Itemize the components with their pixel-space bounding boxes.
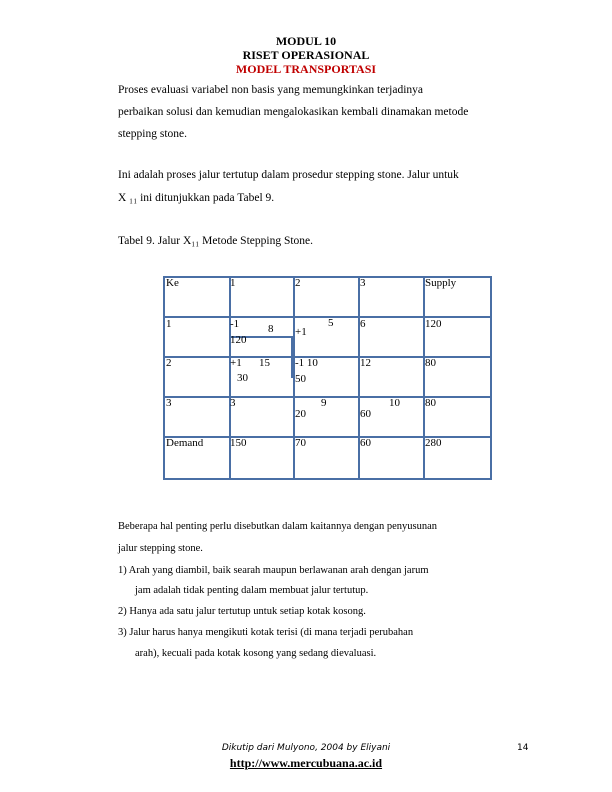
footer-url-link[interactable]: http://www.mercubuana.ac.id (229, 756, 383, 770)
demand-value: 70 (295, 437, 306, 449)
intro-paragraph-line: perbaikan solusi dan kemudian mengalokasikan kembali dinamakan metode (118, 106, 469, 118)
intro-paragraph-line: Proses evaluasi variabel non basis yang memungkinkan terjadinya (118, 84, 423, 96)
topic-title: MODEL TRANSPORTASI (235, 62, 377, 76)
cell-cost: 15 (259, 357, 270, 369)
stepping-stone-path (291, 336, 293, 378)
cell-allocation: 20 (295, 408, 306, 420)
intro-paragraph-line: stepping stone. (118, 128, 187, 140)
path-sign: +1 (230, 357, 242, 369)
footer-credit: Dikutip dari Mulyono, 2004 by Eliyani (221, 743, 391, 753)
table-row-divider (165, 356, 490, 358)
cell-cost: 9 (321, 397, 327, 409)
table-row-divider (165, 396, 490, 398)
note-item-continuation: jam adalah tidak penting dalam membuat jalur tertutup. (135, 585, 369, 596)
demand-value: 150 (230, 437, 247, 449)
note-item: 2) Hanya ada satu jalur tertutup untuk setiap kotak kosong. (118, 606, 366, 617)
row-label: 3 (166, 397, 172, 409)
row-label: 1 (166, 318, 172, 330)
module-title: MODUL 10 (275, 34, 337, 48)
cell-cost: 12 (360, 357, 371, 369)
row-label: 2 (166, 357, 172, 369)
note-item-continuation: arah), kecuali pada kotak kosong yang sedang dievaluasi. (135, 648, 377, 659)
cell-cost: 8 (268, 323, 274, 335)
header-cell: 1 (230, 277, 236, 289)
header-cell: 2 (295, 277, 301, 289)
loop-paragraph-line: Ini adalah proses jalur tertutup dalam prosedur stepping stone. Jalur untuk (118, 169, 459, 181)
cell-allocation: 30 (237, 372, 248, 384)
demand-label: Demand (166, 437, 204, 449)
course-title: RISET OPERASIONAL (242, 48, 370, 62)
path-sign: -1 10 (295, 357, 318, 369)
note-item: 3) Jalur harus hanya mengikuti kotak terisi (di mana terjadi perubahan (118, 627, 414, 638)
demand-total: 280 (425, 437, 442, 449)
cell-allocation: 60 (360, 408, 371, 420)
header-cell: Supply (425, 277, 457, 289)
cell-allocation: 50 (295, 373, 306, 385)
notes-intro-line: jalur stepping stone. (118, 543, 203, 554)
header-cell: Ke (166, 277, 179, 289)
supply-value: 80 (425, 357, 436, 369)
supply-value: 120 (425, 318, 442, 330)
notes-intro-line: Beberapa hal penting perlu disebutkan dalam kaitannya dengan penyusunan (118, 521, 437, 532)
cell-allocation: 120 (230, 334, 247, 346)
header-cell: 3 (360, 277, 366, 289)
note-item: 1) Arah yang diambil, baik searah maupun berlawanan arah dengan jarum (118, 565, 429, 576)
path-sign: +1 (295, 326, 307, 338)
cell-cost: 5 (328, 317, 334, 329)
cell-cost: 10 (389, 397, 400, 409)
loop-paragraph-line: X ₁₁ ini ditunjukkan pada Tabel 9. (118, 192, 275, 204)
supply-value: 80 (425, 397, 436, 409)
table-caption: Tabel 9. Jalur X₁₁ Metode Stepping Stone. (118, 235, 314, 247)
stepping-stone-table (163, 276, 492, 480)
path-sign: -1 (230, 318, 240, 330)
page-number: 14 (517, 743, 529, 753)
cell-cost: 3 (230, 397, 236, 409)
cell-cost: 6 (360, 318, 366, 330)
demand-value: 60 (360, 437, 371, 449)
